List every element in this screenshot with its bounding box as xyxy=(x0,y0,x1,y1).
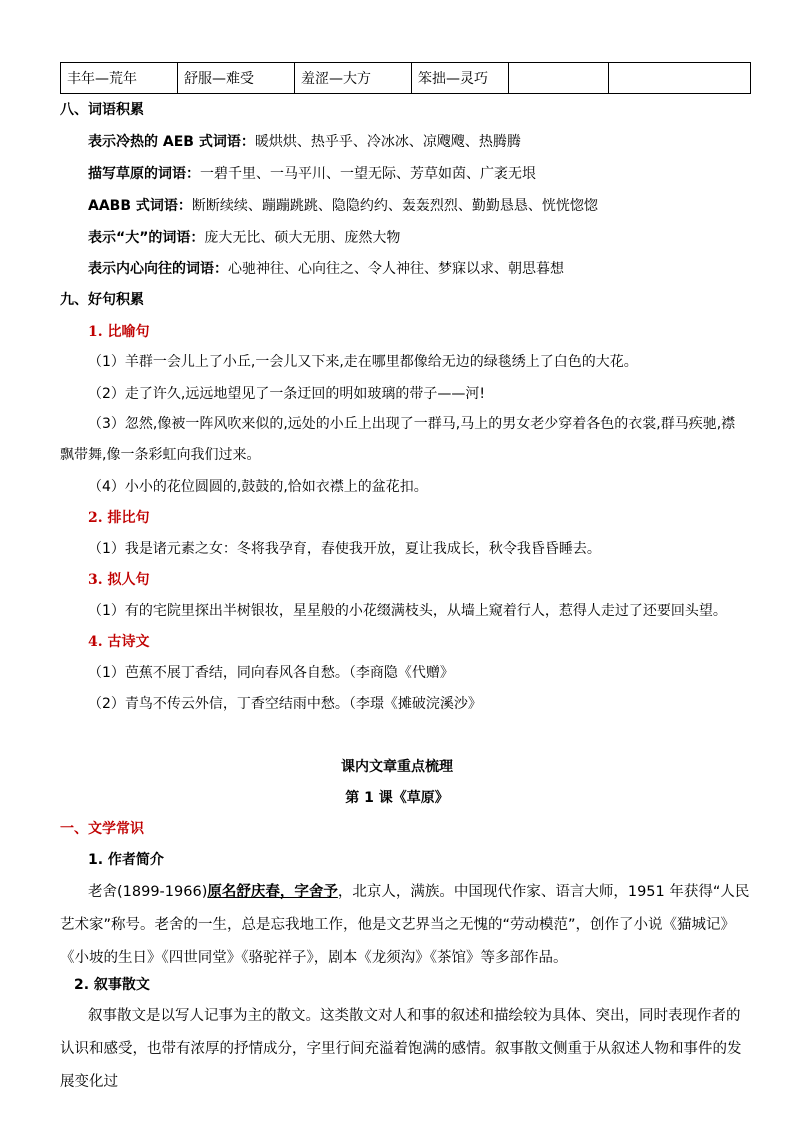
sentence-item: （1）我是诸元素之女：冬将我孕育，春使我开放，夏让我成长，秋令我昏昏睡去。 xyxy=(88,541,601,557)
vocab-line xyxy=(88,132,521,152)
subheading-metaphor: 1. 比喻句 xyxy=(88,324,150,340)
lesson-title: 第 1 课《草原》 xyxy=(345,790,449,806)
vocab-label: AABB 式词语： xyxy=(88,198,192,214)
sentence-item: （2）青鸟不传云外信，丁香空结雨中愁。（李璟《摊破浣溪沙》 xyxy=(88,696,482,712)
author-lead: 老舍(1899-1966) xyxy=(88,884,208,900)
section-heading-sentences: 九、好句积累 xyxy=(60,292,144,308)
author-details: ，北京人，满族。中国现代作家、语言大师，1951 年获得“人民艺术家”称号。老舍的一生，总是忘我地工作，他是文艺界当之无愧的“劳动模范”，创作了小说《猫城记》《小坡的生日》《四世同堂》《骆驼祥子》，剧本《龙须沟》《茶馆》等多部作品。 xyxy=(60,884,750,966)
section-heading-vocabulary: 八、词语积累 xyxy=(60,102,144,118)
sentence-item: （2）走了许久,远远地望见了一条迂回的明如玻璃的带子——河! xyxy=(88,386,485,402)
table-cell: 丰年—荒年 xyxy=(61,63,178,94)
table-cell: 羞涩—大方 xyxy=(295,63,412,94)
section-heading-literary-knowledge: 一、文学常识 xyxy=(60,821,144,837)
sentence-item: （3）忽然,像被一阵风吹来似的,远处的小丘上出现了一群马,马上的男女老少穿着各色的衣裳,群马疾驰,襟 xyxy=(88,416,736,432)
author-paragraph xyxy=(60,876,751,975)
vocab-label: 描写草原的词语： xyxy=(88,166,200,182)
table-cell: 笨拙—灵巧 xyxy=(412,63,509,94)
author-original-name: 原名舒庆春，字舍予 xyxy=(207,884,338,900)
subheading-personification: 3. 拟人句 xyxy=(88,572,150,588)
table-cell xyxy=(609,63,751,94)
vocab-words: 心驰神往、心向往之、令人神往、梦寐以求、朝思暮想 xyxy=(228,261,564,277)
table-cell xyxy=(509,63,609,94)
sentence-item: （1）芭蕉不展丁香结，同向春风各自愁。（李商隐《代赠》 xyxy=(88,665,454,681)
subheading-narrative-prose: 2. 叙事散文 xyxy=(74,977,150,993)
narrative-paragraph: 叙事散文是以写人记事为主的散文。这类散文对人和事的叙述和描绘较为具体、突出，同时表现作者的认识和感受，也带有浓厚的抒情成分，字里行间充溢着饱满的感情。叙事散文侧重于从叙述人物和事件的发展变化过 xyxy=(60,1008,742,1090)
vocab-words: 暖烘烘、热乎乎、冷冰冰、凉飕飕、热腾腾 xyxy=(254,134,521,150)
table-cell: 舒服—难受 xyxy=(178,63,295,94)
table-row xyxy=(61,63,751,94)
vocab-words: 断断续续、蹦蹦跳跳、隐隐约约、轰轰烈烈、勤勤恳恳、恍恍惚惚 xyxy=(191,198,598,214)
vocab-words: 庞大无比、硕大无朋、庞然大物 xyxy=(204,230,401,246)
vocab-label: 表示“大”的词语： xyxy=(88,230,205,246)
vocab-line xyxy=(88,259,564,279)
vocab-line xyxy=(88,228,400,248)
subheading-author-intro: 1. 作者简介 xyxy=(88,852,164,868)
vocab-words: 一碧千里、一马平川、一望无际、芳草如茵、广袤无垠 xyxy=(200,166,536,182)
vocab-line xyxy=(88,164,536,184)
vocab-label: 表示内心向往的词语： xyxy=(88,261,228,277)
subheading-parallelism: 2. 排比句 xyxy=(88,510,150,526)
sentence-item: （1）羊群一会儿上了小丘,一会儿又下来,走在哪里都像给无边的绿毯绣上了白色的大花。 xyxy=(88,354,638,370)
antonym-table xyxy=(60,62,751,94)
vocab-label: 表示冷热的 AEB 式词语： xyxy=(88,134,255,150)
sentence-item: （1）有的宅院里探出半树银妆，星星般的小花缀满枝头，从墙上窥着行人，惹得人走过了还要回头望。 xyxy=(88,603,727,619)
review-title: 课内文章重点梳理 xyxy=(341,759,453,775)
subheading-classical-poetry: 4. 古诗文 xyxy=(88,634,150,650)
vocab-line xyxy=(88,196,598,216)
sentence-continuation: 飘带舞,像一条彩虹向我们过来。 xyxy=(60,447,261,463)
sentence-item: （4）小小的花位圆圆的,鼓鼓的,恰如衣襟上的盆花扣。 xyxy=(88,479,428,495)
